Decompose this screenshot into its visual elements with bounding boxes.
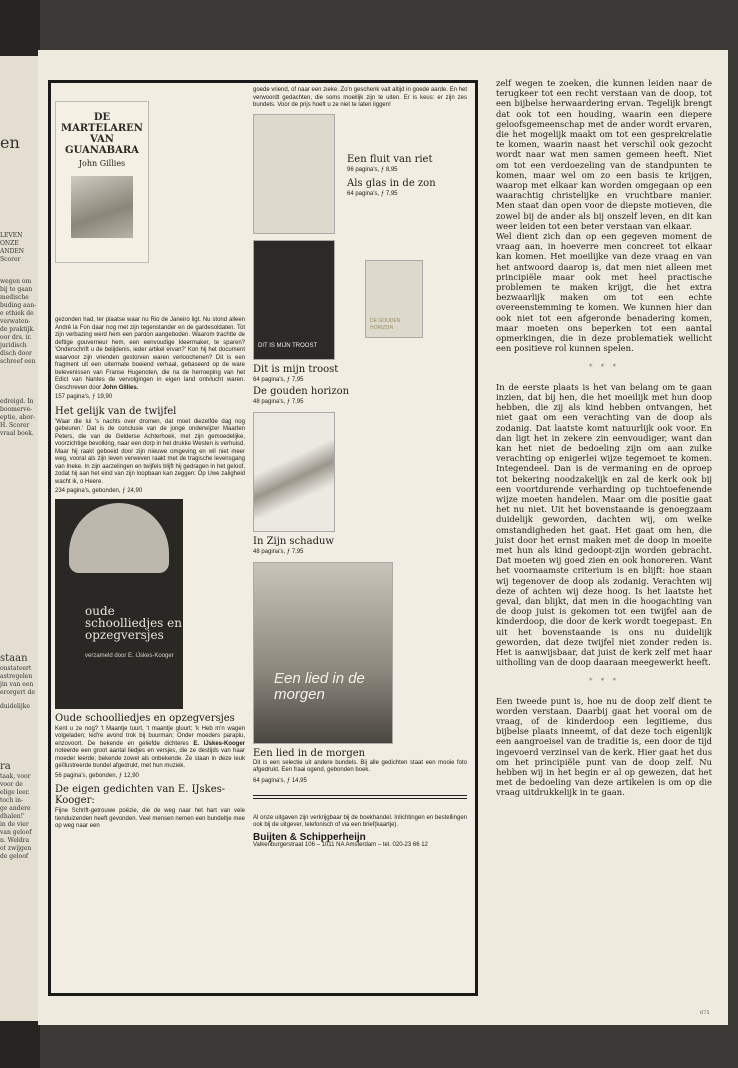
- book2-text: 'Waar die lui 's nachts over dromen, dat moet diezelfde dag nog gebeuren.' Dat is de conclusie van de jonge onderwijzer Maarten Peters, die van de Gelderse Achterhoek, met zijn gemoedelijke, voorzichtige bevolking, naar een dorp in het drukke Westen is verhuisd. Maar hij raakt geboeid door zijn nieuwe omgeving en wil niet meer weg, vooral als zijn leven verweven raakt met de tragische levensgang van Ineke. In zijn aarzelingen en twijfels blijft hij gedragen in het geloof, zodat hij aan het eind van zijn loopbaan kan zeggen: Op Uwe zaligheid wacht ik, o Heere.: [55, 418, 245, 485]
- section-divider: * * *: [589, 363, 619, 372]
- book4-title: De eigen gedichten van E. IJskes-Kooger:: [55, 784, 226, 806]
- prev-line: de geloof: [0, 853, 29, 860]
- prev-line: juridisch: [0, 342, 27, 349]
- book-meta: 64 pagina's, ƒ 7,95: [347, 190, 398, 197]
- publisher-address: Valkenburgerstraat 106 – 1011 NA Amsterdam – tel. 020-23 66 12: [253, 842, 428, 848]
- availability-note: Al onze uitgaven zijn verkrijgbaar bij de boekhandel. Inlichtingen en bestellingen ook bij de uitgever, telefonisch of via een brief(kaartje).: [253, 814, 467, 828]
- prev-line: duidelijke: [0, 703, 30, 710]
- article-paragraph: Wel dient zich dan op een gegeven moment de vraag aan, in hoeverre men concreet tot elkaar kan komen. Het moeilijke van deze vraag en van het antwoord daarop is, dat men niet alleen met principiële maar ook met heel practische problemen te maken krijgt, die het extra bezwaarlijk maken om tot een echte overeenstemming te komen. We kunnen hier dan ook niet tot een afgeronde benadering komen, maar moeten ons beperken tot een aantal opmerkingen, die in deze problematiek wellicht een positieve rol kunnen spelen.: [496, 231, 712, 354]
- cover-troost: [253, 240, 335, 360]
- prev-line: van geloof: [0, 829, 32, 836]
- book-fluit: [253, 114, 467, 234]
- prev-line: ONZE: [0, 240, 19, 247]
- prev-line: eptie, abor-: [0, 414, 36, 421]
- prev-line: e ethiek de: [0, 310, 34, 317]
- prev-line: boomerve-: [0, 406, 33, 413]
- cover-fluit: [253, 114, 335, 234]
- cover-author: John Gillies: [78, 159, 126, 168]
- article-column: [496, 78, 712, 798]
- book-title: In Zijn schaduw: [253, 535, 334, 547]
- bell-cover-subtitle: verzameld door E. IJskes-Kooger: [85, 652, 174, 659]
- previous-page-edge: [0, 56, 38, 1021]
- book3-body: Kent u ze nog? 't Maantje tuurt, 't maantje gluurt; 'k Heb m'n wagen volgeladen; led're avond trok bij buurman; Onder moeders paraplu, enzovoort. De bekende en geliefde dichteres: [55, 725, 245, 747]
- cover-illustration: [71, 176, 133, 238]
- prev-line: Scorer: [0, 256, 21, 263]
- prev-line: ot zwijgen: [0, 845, 32, 852]
- book1-author: John Gillies.: [102, 384, 139, 391]
- book-troost: [253, 240, 467, 360]
- cover-martelaren: [55, 101, 149, 263]
- lied-title: Een lied in de morgen: [253, 747, 366, 759]
- book3-title: Oude schoolliedjes en opzegversjes: [55, 712, 235, 724]
- book-title: Een fluit van riet: [347, 153, 433, 165]
- book-meta: 48 pagina's, ƒ 7,95: [253, 398, 304, 405]
- prev-line: verwaten-: [0, 318, 31, 325]
- prev-line: elige leer.: [0, 789, 30, 796]
- prev-line: astregelen: [0, 673, 33, 680]
- cover-title-line: VAN: [90, 134, 114, 145]
- poetry-intro: goede vriend, of naar een zieke. Zo'n geschenk valt altijd in goede aarde. En het verwoordt gedachten, die soms moeilijk zijn te uiten. Er is keus: er zijn zes bundels. Voor de prijs hoeft u ze niet te laten liggen!: [253, 87, 467, 108]
- book1-text: [55, 317, 245, 392]
- prev-line: edreigd. In: [0, 398, 34, 405]
- lied-text: Dit is een selectie uit andere bundels. Bij alle gedichten staat een mooie foto afgedrukt. Een fraai ogend, gebonden boek.: [253, 759, 467, 773]
- prev-line: bij te gaan: [0, 286, 33, 293]
- prev-line: en: [0, 133, 20, 152]
- prev-line: in de vier: [0, 821, 29, 828]
- page-number: 675: [700, 1010, 710, 1016]
- book3-price: 56 pagina's, gebonden, ƒ 12,90: [55, 772, 139, 779]
- prev-line: schreef een: [0, 358, 36, 365]
- article-paragraph: Een tweede punt is, hoe nu de doop zelf dient te worden verstaan. Daarbij gaat het vooral om de vraag, of de kinderdoop een legitieme, dus bijbelse plaats inneemt, of dat deze toch eigenlijk een aangroeisel van de traditie is, een door de tijd ingevoerd verzinsel van de kerk. Hier gaat het dus om het principiële punt van de doop zelf. Nu hebben wij in het begin er al op gewezen, dat het met de bedoeling van deze artikelen is om op die vraag uitdrukkelijk in te gaan.: [496, 695, 712, 798]
- publisher-advertisement: [48, 80, 478, 996]
- section-divider: * * *: [589, 677, 619, 686]
- publisher-name: Buijten & Schipperheijn: [253, 831, 366, 843]
- prev-line: staan: [0, 653, 28, 664]
- book2-title: Het gelijk van de twijfel: [55, 405, 177, 417]
- prev-line: voor de: [0, 781, 23, 788]
- lied-price: 64 pagina's, ƒ 14,95: [253, 777, 307, 784]
- book-meta: 48 pagina's, ƒ 7,95: [253, 548, 304, 555]
- book3-author: E. IJskes-Kooger: [193, 740, 245, 747]
- prev-line: buding aan-: [0, 302, 37, 309]
- prev-line: LEVEN: [0, 232, 23, 239]
- prev-line: onstateert: [0, 665, 32, 672]
- book2-price: 234 pagina's, gebonden, ƒ 24,90: [55, 488, 143, 494]
- book-meta: 96 pagina's, ƒ 8,95: [347, 166, 398, 173]
- book-title: Dit is mijn troost: [253, 363, 339, 375]
- ad-right-column: [253, 87, 467, 849]
- cover-title-line: GUANABARA: [65, 145, 139, 156]
- prev-line: disch door: [0, 350, 32, 357]
- prev-line: dhalen!': [0, 813, 25, 820]
- cover-schaduw: [253, 412, 335, 532]
- bell-illustration: [69, 503, 169, 573]
- book4-text: Fijne Schrift-getrouwe poëzie, die de weg naar het hart van vele tienduizenden heeft gevonden. Veel mensen nemen een bundeltje mee op weg naar een: [55, 808, 245, 829]
- book3-text: [55, 726, 245, 771]
- prev-line: jin van een: [0, 681, 34, 688]
- cover-lied: [253, 562, 393, 744]
- book1-body: gezonden had, ter plaatse waar nu Rio de Janeiro ligt. Nu stond alleen André la Fon daar nog met zijn tegenstander en de gardesoldaten. Tot zijn verbazing werd hem een pardon aangeboden. Waarom trachtte de deftige gouverneur hem, een eenvoudige kleermaker, te sparen? 'Onderschrift u de belijdenis, ieder artikel ervan?' Kon hij het document waarvoor zijn vrienden gestorven waren verloochenen? Dit is een fragment uit een uitermate boeiend verhaal, gebaseerd op de ware belevenissen van Franse Hugenoten, die na de herroeping van het Edict van Nantes de vervolgingen in eigen land ontvlucht waren. Geschreven door: [55, 317, 245, 391]
- prev-line: erorgert de: [0, 689, 35, 696]
- article-paragraph: zelf wegen te zoeken, die kunnen leiden naar de terugkeer tot een recht verstaan van de doop, tot een bijbelse herwaardering ervan. Tegelijk brengt dat ook tot een houding, waarin een diepere geloofsgemeenschap met de ander wordt ervaren, die het mogelijk maakt om tot een gesprekrelatie te komen, waarin naast het verschil ook gezocht wordt naar wat men samen gemeen heeft. Niet om tot een verdoezeling van de standpunten te komen, maar wel om zo een basis te krijgen, waarop met elkaar kan worden omgegaan op een waarachtig christelijke en vruchtbare manier. Men staat dan open voor de diepste motieven, die zowel bij de ander als bij onszelf leven, en dit kan weer leiden tot een beter verstaan van elkaar.: [496, 78, 712, 231]
- article-paragraph: In de eerste plaats is het van belang om te gaan inzien, dat bij hen, die het moeilijk met hun doop hebben, die zij als kind hebben ontvangen, het niet gaat om een verachting van de doop als zodanig. Dat laatste komt natuurlijk ook voor. En dan ligt het in zekere zin eenvoudiger, want dan kan het niet de bedoeling zijn om aan zulke verachting op enigerlei wijze tegemoet te komen. Integendeel. Dan is de vermaning en de oproep tot bekering noodzakelijk en zal de kerk ook bij een voortdurende verharding op tuchtoefenende wijze moeten handelen. Maar om die positie gaat het nu niet. Uit het bovenstaande is genoegzaam duidelijk geworden, dachten wij, om welke omstandigheden het gaat. Het gaat om hen, die juist door het ernst maken met de doop in moeite met hun als kind gedoopt-zijn worden gebracht. Dat moeten wij goed zien en ook honoreren. Want het voornaamste criterium is en blijft: hoe staan wij tegenover de doop als zodanig. Verachten wij deze of achten wij deze hoog. Is het laatste het geval, dan blijkt, dat men in die hoogachting van de doop juist is gekomen tot een twijfel aan de kinderdoop, die door de kerk wordt toegepast. En uit het bovenstaande is ons nu duidelijk geworden, dat deze twijfel niet zonder reden is. Het is aanwijsbaar, dat juist de kerk zelf met haar uitholling van de doop daaraan meegewerkt heeft.: [496, 381, 712, 668]
- book-meta: 64 pagina's, ƒ 7,95: [253, 376, 304, 383]
- prev-line: toch in-: [0, 797, 23, 804]
- cover-title-line: DE MARTELAREN: [61, 112, 143, 134]
- book3-body-2: noteerde een groot aantal liedjes en versjes, die ze destijds van haar moeder leerde; bekende zowel als onbekende. Ze staan in deze leuk geïllustreerde bundel afgedrukt, met hun muziek.: [55, 748, 245, 769]
- book-info: [347, 154, 436, 198]
- cover-schoolliedjes: [55, 499, 183, 709]
- book-title: Als glas in de zon: [347, 177, 436, 189]
- prev-line: H. Scorer: [0, 422, 30, 429]
- bell-cover-title: oude schoolliedjes en opzegversjes: [85, 603, 182, 642]
- prev-line: de praktijk.: [0, 326, 35, 333]
- prev-line: taak, voor: [0, 773, 31, 780]
- ad-left-column: [55, 87, 245, 833]
- prev-line: ge andere: [0, 805, 31, 812]
- prev-line: medische: [0, 294, 29, 301]
- cover-troost-text: DIT IS MIJN TROOST: [258, 343, 318, 349]
- prev-line: ANDEN: [0, 248, 25, 255]
- prev-line: ra: [0, 761, 11, 772]
- double-rule: [253, 795, 467, 799]
- cover-horizon-text: DE GOUDEN HORIZON: [370, 317, 401, 331]
- book-title: De gouden horizon: [253, 385, 350, 397]
- prev-line: n. Weldra: [0, 837, 30, 844]
- prev-line: wegen om: [0, 278, 32, 285]
- book1-price: 157 pagina's, ƒ 19,90: [55, 394, 113, 400]
- prev-line: oor drs. ir.: [0, 334, 32, 341]
- cover-lied-title: Een lied in de morgen: [274, 669, 365, 703]
- prev-line: vraal boek.: [0, 430, 34, 437]
- cover-horizon-small: [365, 260, 423, 338]
